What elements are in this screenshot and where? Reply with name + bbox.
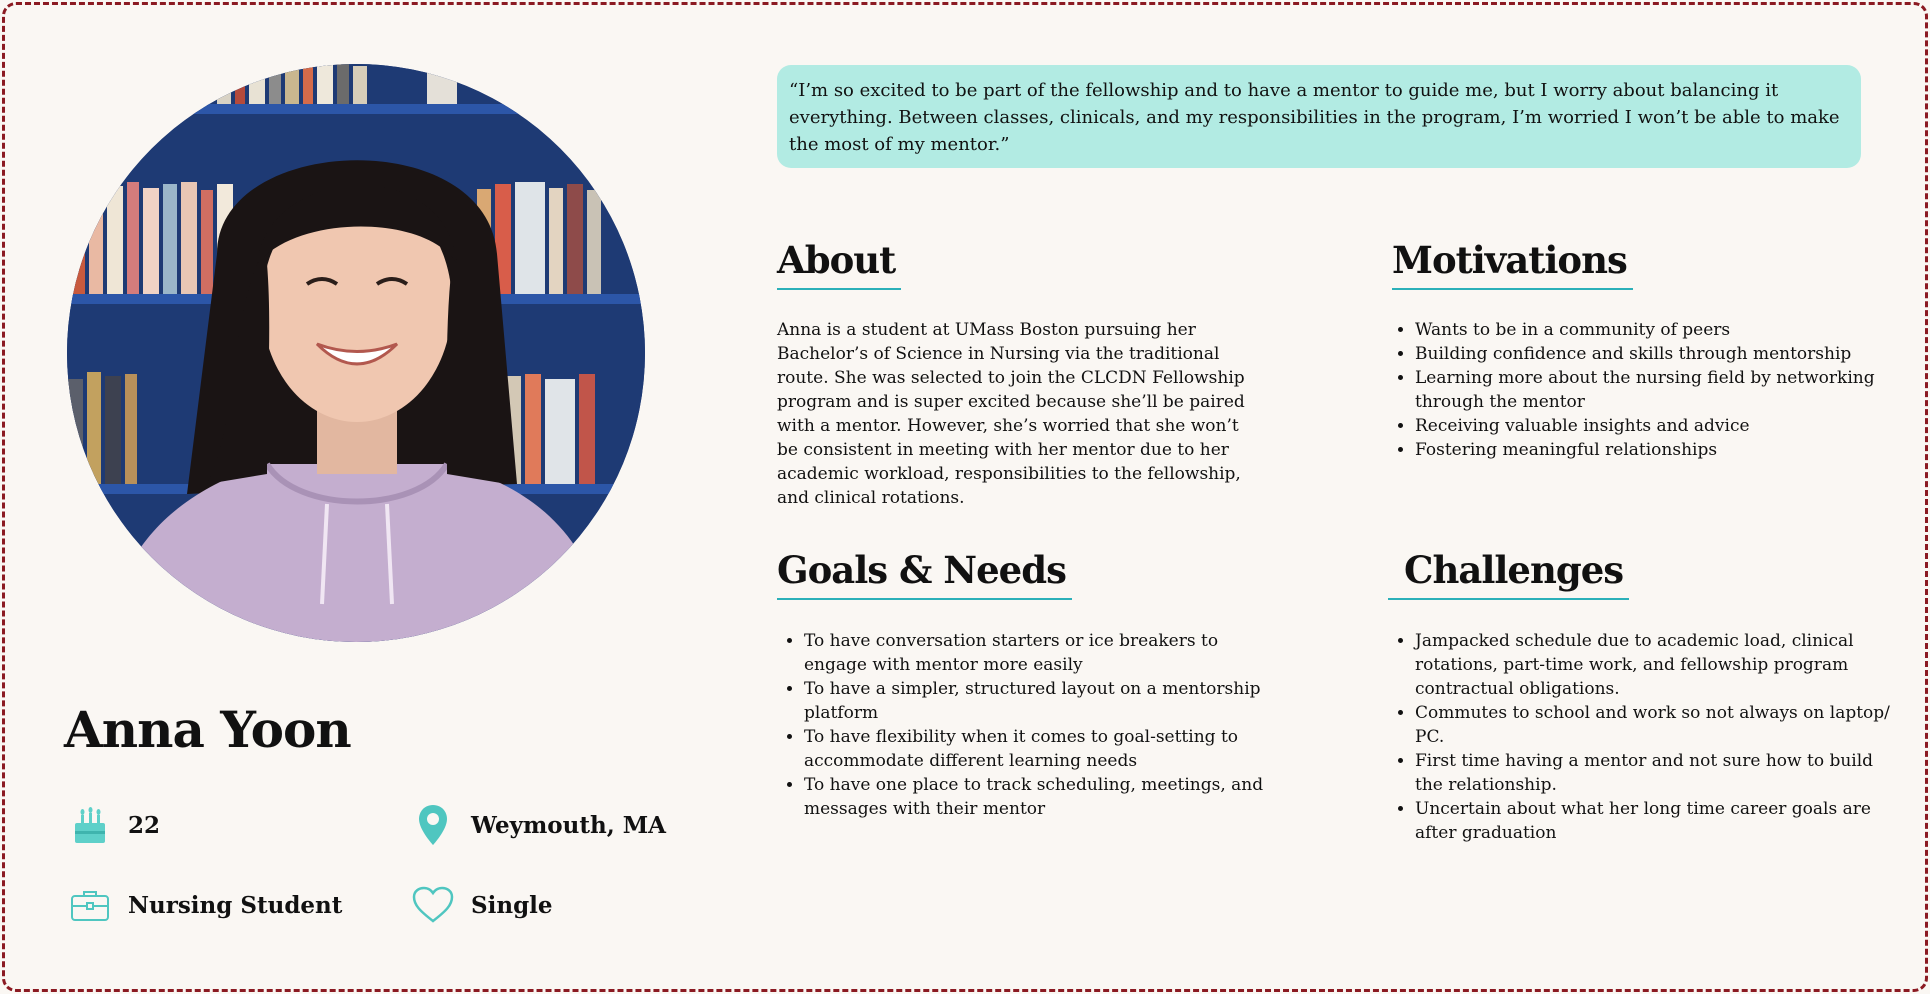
relationship-value: Single (471, 891, 553, 919)
list-item: • To have conversation starters or ice breakers to engage with mentor more easily (804, 629, 1284, 677)
list-item: • Wants to be in a community of peers (1415, 318, 1895, 342)
fact-age (68, 803, 160, 847)
motivations-title: Motivations (1392, 238, 1633, 290)
fact-location (411, 803, 666, 847)
persona-photo (67, 64, 645, 642)
map-pin-icon (411, 803, 455, 847)
list-item: • Receiving valuable insights and advice (1415, 414, 1895, 438)
persona-name: Anna Yoon (64, 700, 351, 759)
list-item: • Uncertain about what her long time career goals are after graduation (1415, 797, 1895, 845)
list-item: • First time having a mentor and not sure how to build the relationship. (1415, 749, 1895, 797)
heart-icon (411, 883, 455, 927)
list-item: • To have a simpler, structured layout on a mentorship platform (804, 677, 1284, 725)
list-item: • Building confidence and skills through mentorship (1415, 342, 1895, 366)
briefcase-icon (68, 883, 112, 927)
fact-relationship (411, 883, 553, 927)
persona-quote: “I’m so excited to be part of the fellowship and to have a mentor to guide me, but I worry about balancing it everything. Between classes, clinicals, and my responsibilities in the program, I’m worried I won’t be able to make the most of my mentor.” (777, 65, 1861, 168)
fact-occupation (68, 883, 342, 927)
list-item: • Jampacked schedule due to academic load, clinical rotations, part-time work, and fellowship program contractual obligations. (1415, 629, 1895, 701)
goals-list (777, 629, 1284, 821)
about-title: About (777, 238, 901, 290)
challenges-list (1388, 629, 1895, 845)
about-text: Anna is a student at UMass Boston pursuing her Bachelor’s of Science in Nursing via the traditional route. She was selected to join the CLCDN Fellowship program and is super excited because she’ll be paired with a mentor. However, she’s worried that she won’t be consistent in meeting with her mentor due to her academic workload, responsibilities to the fellowship, and clinical rotations. (777, 320, 1245, 508)
list-item: • To have one place to track scheduling, meetings, and messages with their mentor (804, 773, 1284, 821)
location-value: Weymouth, MA (471, 811, 667, 839)
age-value: 22 (128, 811, 161, 839)
birthday-cake-icon (68, 803, 112, 847)
occupation-value: Nursing Student (128, 891, 343, 919)
goals-title: Goals & Needs (777, 548, 1072, 600)
list-item: • Commutes to school and work so not always on laptop/ PC. (1415, 701, 1895, 749)
motivations-list (1388, 318, 1895, 462)
list-item: • Learning more about the nursing field by networking through the mentor (1415, 366, 1895, 414)
challenges-title: Challenges (1388, 548, 1629, 600)
list-item: • Fostering meaningful relationships (1415, 438, 1895, 462)
list-item: • To have flexibility when it comes to goal-setting to accommodate different learning needs (804, 725, 1284, 773)
